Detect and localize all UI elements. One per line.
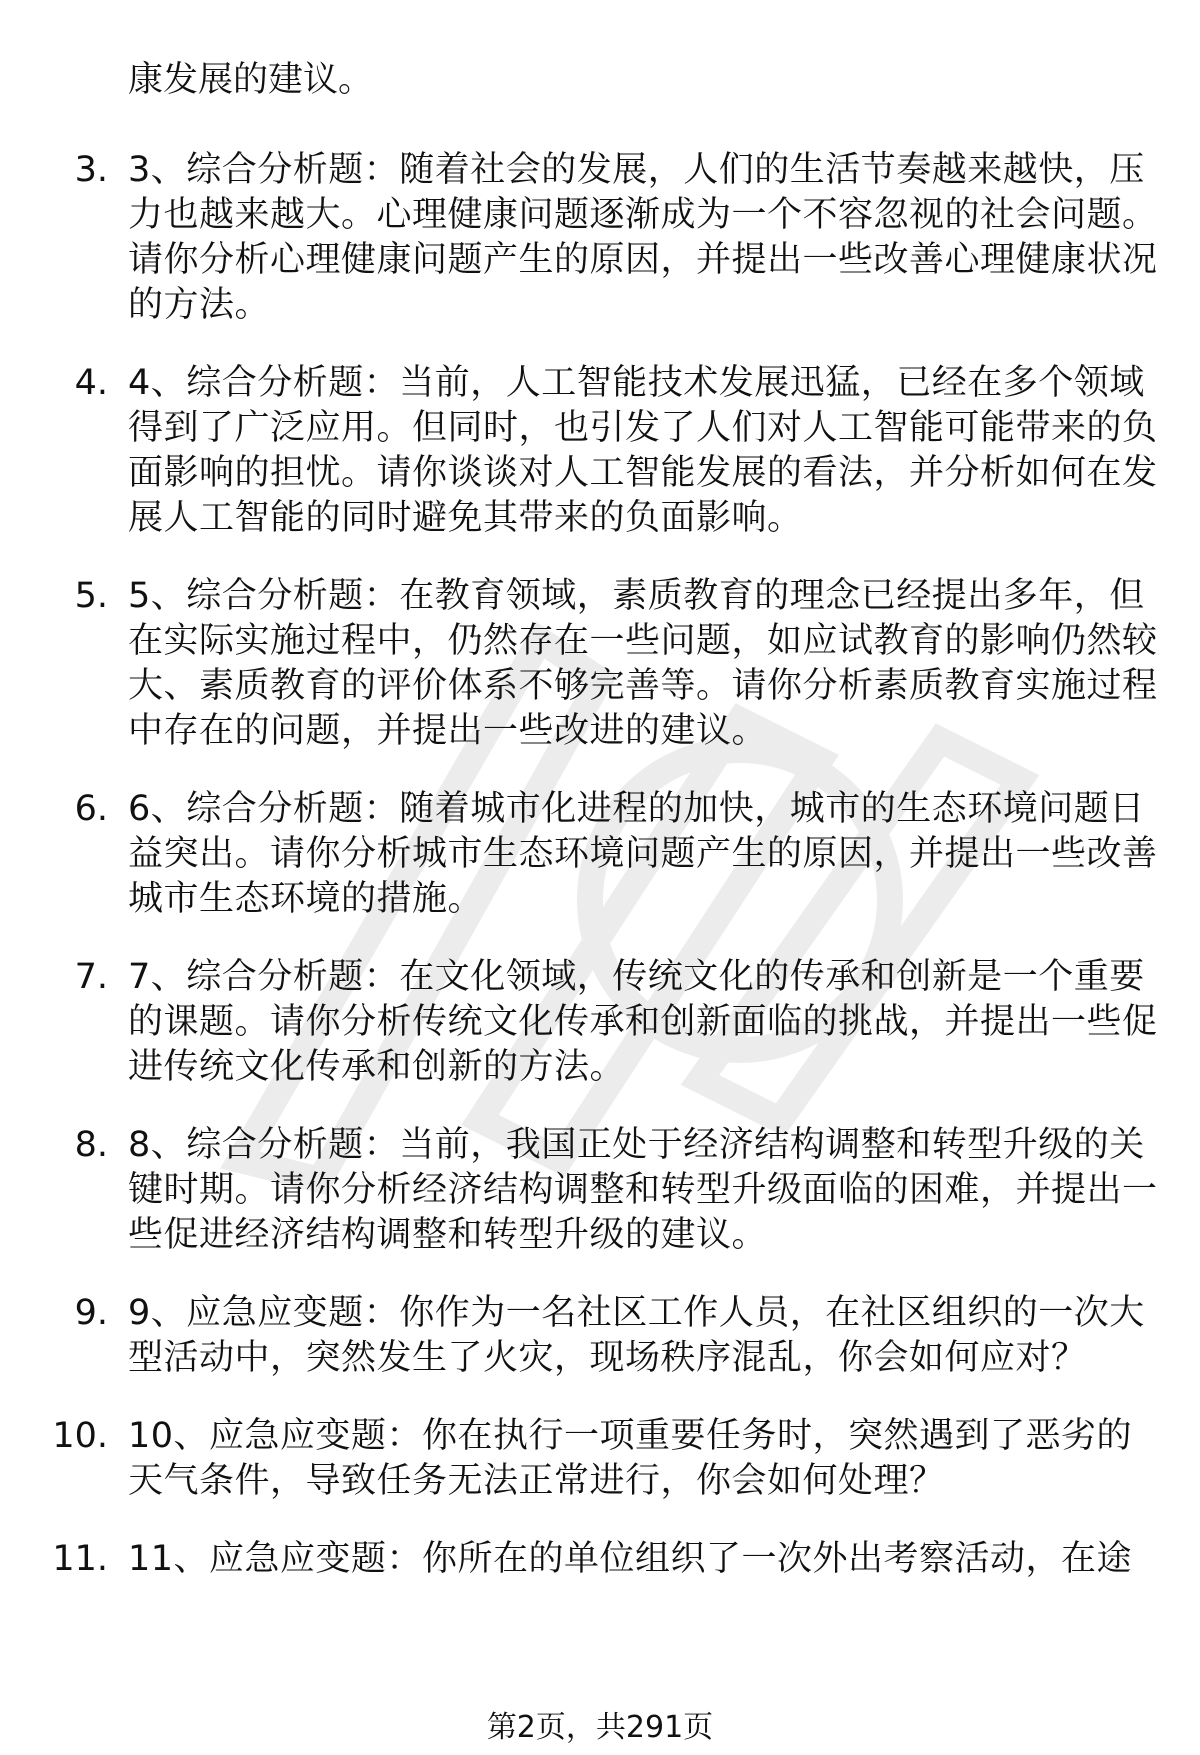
question-text: 5、综合分析题：在教育领域，素质教育的理念已经提出多年，但在实际实施过程中，仍然存在一些问题，如应试教育的影响仍然较大、素质教育的评价体系不够完善等。请你分析素质教育实施过程中存在的问题，并提出一些改进的建议。: [128, 576, 1158, 751]
question-number: 5.: [74, 576, 108, 616]
question-text: 8、综合分析题：当前，我国正处于经济结构调整和转型升级的关键时期。请你分析经济结构调整和转型升级面临的困难，并提出一些促进经济结构调整和转型升级的建议。: [128, 1125, 1158, 1255]
question-text: 7、综合分析题：在文化领域，传统文化的传承和创新是一个重要的课题。请你分析传统文化传承和创新面临的挑战，并提出一些促进传统文化传承和创新的方法。: [128, 957, 1158, 1087]
question-number: 9.: [74, 1293, 108, 1333]
page-footer: 第2页，共291页: [486, 1710, 714, 1745]
question-text: 3、综合分析题：随着社会的发展，人们的生活节奏越来越快，压力也越来越大。心理健康问题逐渐成为一个不容忽视的社会问题。请你分析心理健康问题产生的原因，并提出一些改善心理健康状况的方法。: [128, 150, 1158, 325]
question-number: 8.: [74, 1125, 108, 1165]
question-number: 7.: [74, 957, 108, 997]
question-number: 3.: [74, 150, 108, 190]
question-number: 11.: [52, 1539, 108, 1579]
question-number: 10.: [52, 1416, 108, 1456]
question-text: 4、综合分析题：当前，人工智能技术发展迅猛，已经在多个领域得到了广泛应用。但同时，也引发了人们对人工智能可能带来的负面影响的担忧。请你谈谈对人工智能发展的看法，并分析如何在发展人工智能的同时避免其带来的负面影响。: [128, 363, 1158, 538]
question-number: 4.: [74, 363, 108, 403]
question-text: 10、应急应变题：你在执行一项重要任务时，突然遇到了恶劣的天气条件，导致任务无法正常进行，你会如何处理？: [128, 1416, 1133, 1501]
question-item: [0, 361, 1200, 541]
continuation-text: 康发展的建议。: [128, 60, 374, 100]
question-item: [0, 1414, 1200, 1504]
question-item: [0, 787, 1200, 922]
question-item: [0, 148, 1200, 328]
question-text: 9、应急应变题：你作为一名社区工作人员，在社区组织的一次大型活动中，突然发生了火灾，现场秩序混乱，你会如何应对？: [128, 1293, 1145, 1378]
question-list: [0, 148, 1200, 1615]
question-item: [0, 1291, 1200, 1381]
question-item: [0, 1537, 1200, 1582]
question-item: [0, 955, 1200, 1090]
question-text: 6、综合分析题：随着城市化进程的加快，城市的生态环境问题日益突出。请你分析城市生态环境问题产生的原因，并提出一些改善城市生态环境的措施。: [128, 789, 1158, 919]
question-item: [0, 574, 1200, 754]
question-number: 6.: [74, 789, 108, 829]
question-text: 11、应急应变题：你所在的单位组织了一次外出考察活动，在途: [128, 1539, 1133, 1579]
question-item: [0, 1123, 1200, 1258]
